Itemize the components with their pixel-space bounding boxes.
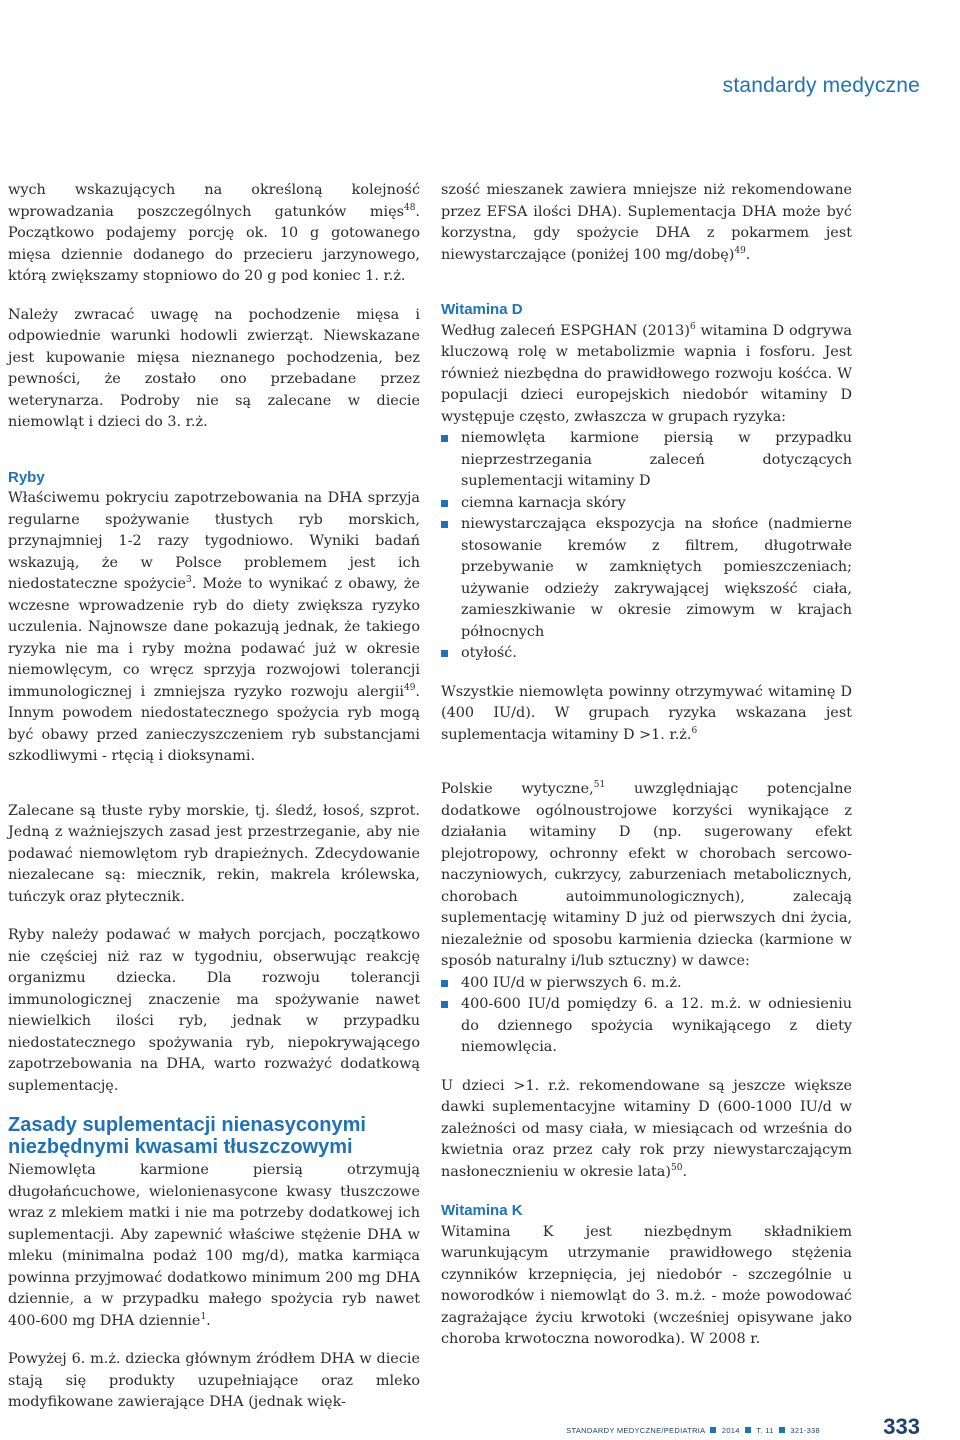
paragraph: wych wskazujących na określoną kolejność wprowadzania poszczególnych gatunków mięs$^{48}$. Początkowo podajemy porcję ok. 10 g gotowanego mięsa dziennie dodanego do przecieru jarzynowego, którą zwiększamy stopniowo do 20 g pod koniec 1. r.ż. bbox=[8, 182, 420, 284]
paragraph: Według zaleceń ESPGHAN $(2013)^6$ witamina D odgrywa kluczową rolę w metabolizmie wapnia i fosforu. Jest również niezbędna do prawidłowego rozwoju kośćca. W populacji dzieci europejskich niedobór witaminy D występuje często, zwłaszcza w grupach ryzyka: bbox=[441, 321, 852, 425]
square-bullet-icon bbox=[441, 521, 448, 528]
paragraph: Polskie wytyczne,$^{51}$ uwzględniając potencjalne dodatkowe ogólnoustrojowe korzyści wynikające z działania witaminy D (np. sugerowany efekt plejotropowy, ochronny efekt w chorobach sercowo-naczyniowych, cukrzycy, zaburzeniach metabolicznych, chorobach autoimmunologicznych), zalecają suplementację witaminy D już od pierwszych dni życia, niezależnie od sposobu karmienia dziecka (karmione w sposób naturalny i/lub sztuczny) w dawce: bbox=[441, 780, 852, 969]
paragraph: Wszystkie niemowlęta powinny otrzymywać witaminę D (400 IU/d). W grupach ryzyka wskazana jest suplementacja witaminy D >1. r.ż.$^6$ bbox=[441, 683, 852, 743]
list-item: niewystarczająca ekspozycja na słońce (nadmierne stosowanie kremów z filtrem, długotrwałe przebywanie w zamkniętych pomieszczeniach; używanie odzieży zakrywającej większość ciała, zamieszkiwanie w okresie zimowym w krajach północnych bbox=[441, 514, 852, 643]
journal-volume: T. 11 bbox=[756, 1426, 774, 1435]
journal-year: 2014 bbox=[721, 1426, 740, 1435]
journal-name: STANDARDY MEDYCZNE/PEDIATRIA bbox=[566, 1426, 706, 1435]
section-heading-witamina-d: Witamina D bbox=[441, 301, 523, 318]
risk-group-list bbox=[441, 428, 852, 665]
square-separator-icon bbox=[710, 1427, 716, 1433]
journal-pages: 321-338 bbox=[790, 1426, 820, 1435]
section-heading-ryby: Ryby bbox=[8, 468, 45, 486]
section-header: standardy medyczne bbox=[722, 74, 920, 97]
square-separator-icon bbox=[779, 1427, 785, 1433]
list-item: 400 IU/d w pierwszych 6. m.ż. bbox=[441, 973, 852, 995]
section-heading-witamina-k: Witamina K bbox=[441, 1202, 523, 1219]
right-column bbox=[441, 180, 852, 1368]
paragraph: Należy zwracać uwagę na pochodzenie mięsa i odpowiednie warunki hodowli zwierząt. Niewskazane jest kupowanie mięsa nieznanego pochodzenia, bez pewności, że zostało ono przebadane przez weterynarza. Podroby nie są zalecane w diecie niemowląt i dzieci do 3. r.ż. bbox=[8, 306, 420, 430]
square-bullet-icon bbox=[441, 650, 448, 657]
list-item: 400-600 IU/d pomiędzy 6. a 12. m.ż. w odniesieniu do dziennego spożycia wynikającego z diety niemowlęcia. bbox=[441, 994, 852, 1059]
paragraph: Witamina K jest niezbędnym składnikiem warunkującym utrzymanie prawidłowego stężenia czynników krzepnięcia, jej niedobór - szczególnie u noworodków i niemowląt do 3. m.ż. - może powodować zagrażające życiu krwotoki (wcześniej opisywane jako choroba krwotoczna noworodka). W 2008 r. bbox=[441, 1223, 852, 1347]
square-bullet-icon bbox=[441, 500, 448, 507]
paragraph: U dzieci >1. r.ż. rekomendowane są jeszcze większe dawki suplementacyjne witaminy D (600-1000 IU/d w zależności od masy ciała, w miesiącach od września do kwietnia oraz przez cały rok przy niewystarczającym nasłonecznieniu w okresie lata)$^{50}$. bbox=[441, 1077, 852, 1180]
section-heading-zasady: Zasady suplementacji nienasyconymi niezbędnymi kwasami tłuszczowymi bbox=[8, 1114, 366, 1158]
list-item: otyłość. bbox=[441, 643, 852, 665]
square-bullet-icon bbox=[441, 980, 448, 987]
page-number: 333 bbox=[883, 1414, 920, 1439]
left-column bbox=[8, 180, 420, 1431]
paragraph: Ryby należy podawać w małych porcjach, początkowo nie częściej niż raz w tygodniu, obserwując reakcję organizmu dziecka. Dla rozwoju tolerancji immunologicznej znaczenie ma spożywanie nawet niewielkich ilości ryb, jednak w przypadku niedostatecznego spożywania ryb, niepokrywającego zapotrzebowania na DHA, warto rozważyć dodatkową suplementację. bbox=[8, 927, 420, 1094]
paragraph: szość mieszanek zawiera mniejsze niż rekomendowane przez EFSA ilości DHA). Suplementacja DHA może być korzystna, gdy spożycie DHA z pokarmem jest niewystarczające (poniżej 100 mg/dobę)$^{49}$. bbox=[441, 182, 852, 263]
list-item: ciemna karnacja skóry bbox=[441, 493, 852, 515]
dose-list bbox=[441, 973, 852, 1059]
paragraph: Niemowlęta karmione piersią otrzymują długołańcuchowe, wielonienasycone kwasy tłuszczowe wraz z mlekiem matki i nie ma potrzeby dodatkowej ich suplementacji. Aby zapewnić właściwe stężenie DHA w mleku (minimalna podaż 100 mg/d), matka karmiąca powinna przyjmować dodatkowo minimum 200 mg DHA dziennie, a w przypadku małego spożycia ryb nawet 400-600 mg DHA dziennie$^1$. bbox=[8, 1162, 420, 1329]
list-item: niemowlęta karmione piersią w przypadku nieprzestrzegania zaleceń dotyczących suplementacji witaminy D bbox=[441, 428, 852, 493]
paragraph: Zalecane są tłuste ryby morskie, tj. śledź, łosoś, szprot. Jedną z ważniejszych zasad jest przestrzeganie, aby nie podawać niemowlętom ryb drapieżnych. Zdecydowanie niezalecane są: miecznik, rekin, makrela królewska, tuńczyk oraz płytecznik. bbox=[8, 802, 420, 905]
square-separator-icon bbox=[745, 1427, 751, 1433]
paragraph: Powyżej 6. m.ż. dziecka głównym źródłem DHA w diecie stają się produkty uzupełniające oraz mleko modyfikowane zawierające DHA (jednak więk- bbox=[8, 1351, 420, 1410]
square-bullet-icon bbox=[441, 435, 448, 442]
journal-footer bbox=[566, 1426, 820, 1435]
paragraph: Właściwemu pokryciu zapotrzebowania na DHA sprzyja regularne spożywanie tłustych ryb morskich, przynajmniej 1-2 razy tygodniowo. Wyniki badań wskazują, że w Polsce problemem jest ich niedostateczne spożycie$^3$. Może to wynikać z obawy, że wczesne wprowadzenie ryb do diety zwiększa ryzyko uczulenia. Najnowsze dane pokazują jednak, że takiego ryzyka nie ma i ryby można podawać już w okresie niemowlęcym, co wręcz sprzyja rozwojowi tolerancji immunologicznej i zmniejsza ryzyko rozwoju alergii$^{49}$. Innym powodem niedostatecznego spożycia ryb mogą być obawy przed zanieczyszczeniem ryb substancjami szkodliwymi - rtęcią i dioksynami. bbox=[8, 490, 421, 764]
square-bullet-icon bbox=[441, 1001, 448, 1008]
